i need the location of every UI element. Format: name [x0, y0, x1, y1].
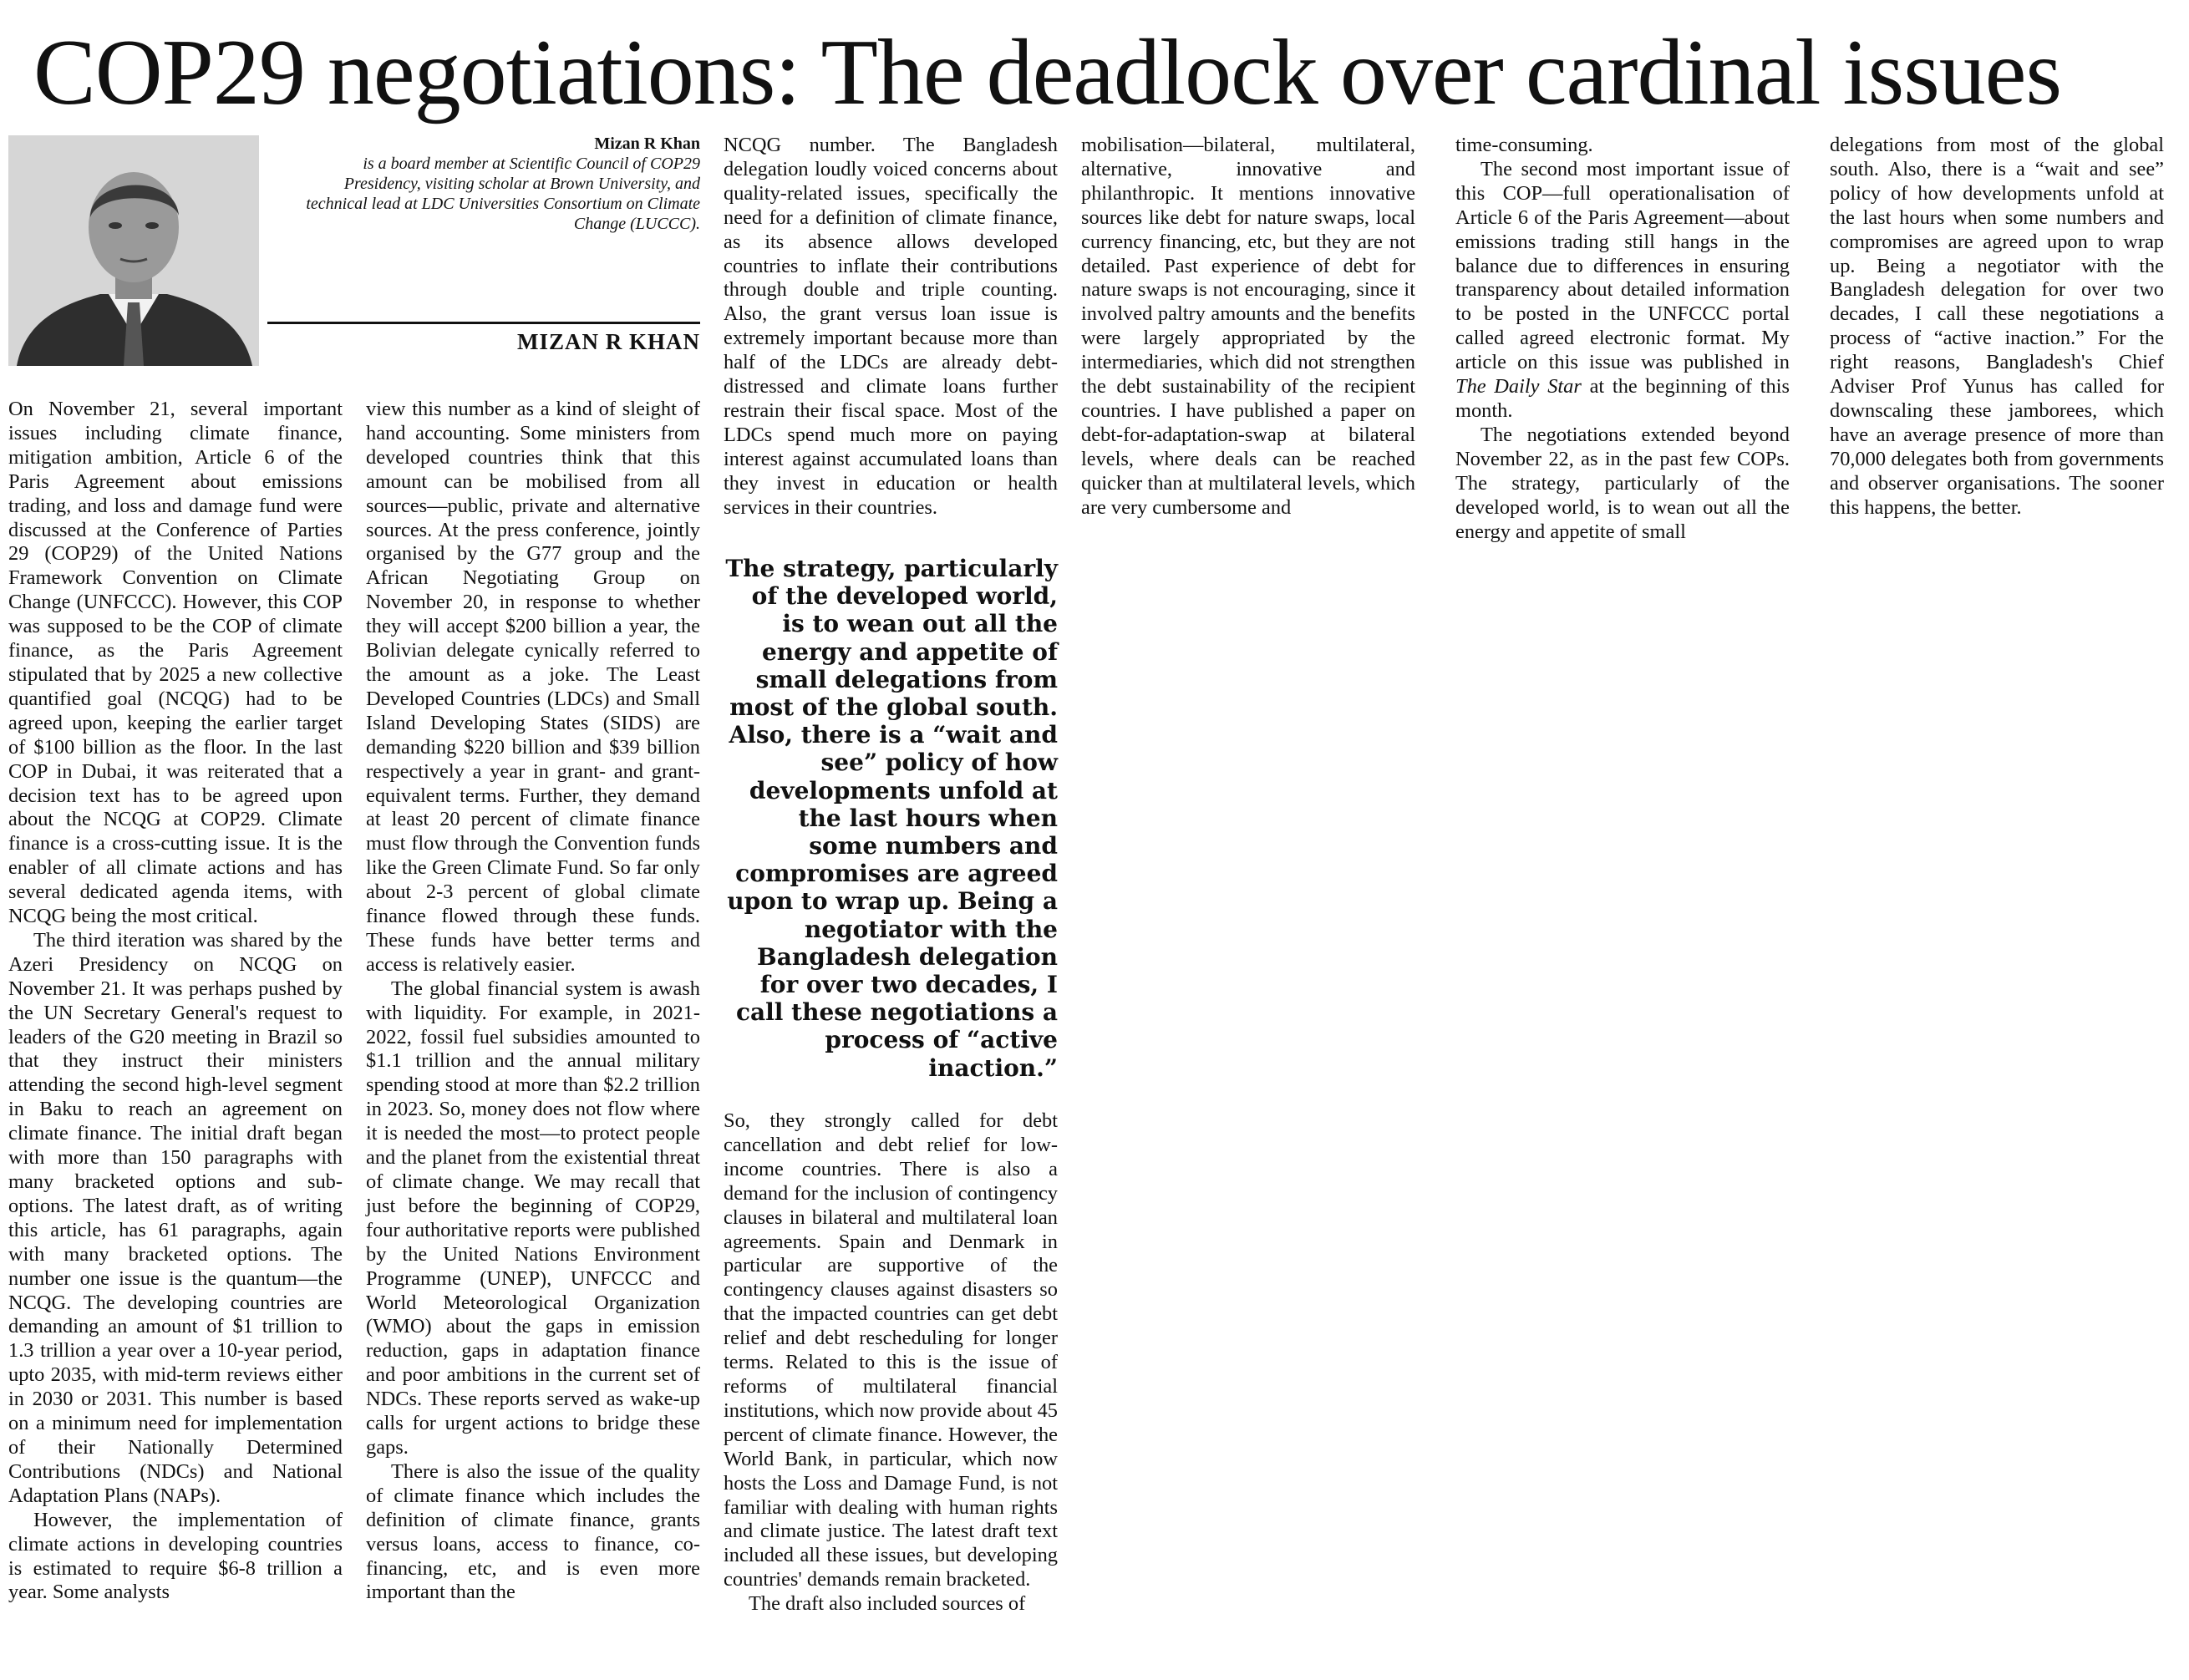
paragraph: time-consuming.	[1455, 134, 1593, 156]
byline-rule	[267, 322, 700, 324]
paragraph: However, the implementation of climate actions in developing countries is estimated to require $6-8 trillion a year. Some analysts	[8, 1508, 343, 1604]
publication-name: The Daily Star	[1455, 375, 1582, 398]
pull-quote: The strategy, particularly of the developed world, is to wean out all the energy and appetite of small delegations from most of the global south. Also, there is a “wait and see” policy of how developments unfold at the last hours when some numbers and compromises are agreed upon to wrap up. Being a negotiator with the Bangladesh delegation for over two decades, I call these negotiations a process of “active inaction.”	[725, 555, 1058, 1082]
paragraph: The third iteration was shared by the Azeri Presidency on NCQG on November 21. It was perhaps pushed by the UN Secretary General's request to leaders of the G20 meeting in Brazil so that they instruct their ministers attending the second high-level segment in Baku to reach an agreement on climate finance. The initial draft began with more than 150 paragraphs with many bracketed options and sub-options. The latest draft, as of writing this article, has 61 paragraphs, again with many bracketed options. The number one issue is the quantum—the NCQG. The developing countries are demanding an amount of $1 trillion to 1.3 trillion a year over a 10-year period, upto 2035, with mid-term reviews either in 2030 or 2031. This number is based on a minimum need for implementation of their Nationally Determined Contributions (NDCs) and National Adaptation Plans (NAPs).	[8, 928, 343, 1507]
paragraph	[1455, 158, 1790, 424]
author-photo	[8, 135, 259, 366]
text-run: at the beginning of this month.	[1455, 375, 1790, 422]
paragraph: mobilisation—bilateral, multilateral, alternative, innovative and philanthropic. It mentions innovative sources like debt for nature swaps, local currency financing, etc, but they are not detailed. Past experience of debt for nature swaps is not encouraging, since it involved paltry amounts and the benefits were largely appropriated by the intermediaries, which did not strengthen the debt sustainability of the recipient countries. I have published a paper on debt-for-adaptation-swap at bilateral levels, where deals can be reached quicker than at multilateral levels, which are very cumbersome and	[1081, 134, 1415, 519]
author-name: Mizan R Khan	[594, 135, 700, 153]
headline: COP29 negotiations: The deadlock over cardinal issues	[33, 21, 2062, 124]
paragraph: NCQG number. The Bangladesh delegation loudly voiced concerns about quality-related issues, specifically the need for a definition of climate finance, as its absence allows developed countries to inflate their contributions through double and triple counting. Also, the grant versus loan issue is extremely important because more than half of the LDCs are already debt-distressed and climate loans further restrain their fiscal space. Most of the LDCs spend much more on paying interest against accumulated loans than they invest in education or health services in their countries.	[724, 134, 1058, 519]
column-2	[366, 398, 700, 1605]
column-5	[1455, 134, 1790, 544]
paragraph: There is also the issue of the quality of climate finance which includes the definition of climate finance, grants versus loans, access to finance, co-financing, etc, and is even more important than the	[366, 1459, 700, 1604]
paragraph: delegations from most of the global south. Also, there is a “wait and see” policy of how developments unfold at the last hours when some numbers and compromises are agreed upon to wrap up. Being a negotiator with the Bangladesh delegation for over two decades, I call these negotiations a process of “active inaction.” For the right reasons, Bangladesh's Chief Adviser Prof Yunus has called for downscaling these jamborees, which have an average presence of more than 70,000 delegates both from governments and observer organisations. The sooner this happens, the better.	[1830, 134, 2164, 519]
column-6	[1830, 134, 2164, 520]
paragraph: view this number as a kind of sleight of hand accounting. Some ministers from developed countries think that this amount can be mobilised from all sources—public, private and alternative sources. At the press conference, jointly organised by the G77 group and the African Negotiating Group on November 20, in response to whether they will accept $200 billion a year, the Bolivian delegate cynically referred to the amount as a joke. The Least Developed Countries (LDCs) and Small Island Developing States (SIDS) are demanding $220 billion and $39 billion respectively a year in grant- and grant-equivalent terms. Further, they demand at least 20 percent of climate finance must flow through the Convention funds like the Green Climate Fund. So far only about 2-3 percent of global climate finance flowed through these funds. These funds have better terms and access is relatively easier.	[366, 398, 700, 976]
column-3	[724, 134, 1058, 520]
author-description: is a board member at Scientific Council of COP29 Presidency, visiting scholar at Brown University, and technical lead at LDC Universities Consortium on Climate Change (LUCCC).	[306, 155, 700, 233]
column-1	[8, 398, 343, 1605]
paragraph: The global financial system is awash with liquidity. For example, in 2021-2022, fossil fuel subsidies amounted to $1.1 trillion and the annual military spending stood at more than $2.2 trillion in 2023. So, money does not flow where it is needed the most—to protect people and the planet from the existential threat of climate change. We may recall that just before the beginning of COP29, four authoritative reports were published by the United Nations Environment Programme (UNEP), UNFCCC and World Meteorological Organization (WMO) about the gaps in emission reduction, gaps in adaptation finance and poor ambitions in the current set of NDCs. These reports served as wake-up calls for urgent actions to bridge these gaps.	[366, 977, 700, 1459]
paragraph: On November 21, several important issues including climate finance, mitigation ambition, Article 6 of the Paris Agreement about emissions trading, and loss and damage fund were discussed at the Conference of Parties 29 (COP29) of the United Nations Framework Convention on Climate Change (UNFCCC). However, this COP was supposed to be the COP of climate finance, as the Paris Agreement stipulated that by 2025 a new collective quantified goal (NCQG) had to be agreed upon, keeping the earlier target of $100 billion as the floor. In the last COP in Dubai, it was reiterated that a decision text has to be agreed upon about the NCQG at COP29. Climate finance is a cross-cutting issue. It is the enabler of all climate actions and has several dedicated agenda items, with NCQG being the most critical.	[8, 398, 343, 928]
paragraph: The draft also included sources of	[749, 1592, 1026, 1616]
byline: MIZAN R KHAN	[517, 329, 700, 354]
paragraph: The negotiations extended beyond November 22, as in the past few COPs. The strategy, particularly of the developed world, is to wean out all the energy and appetite of small	[1455, 423, 1790, 543]
text-run: The second most important issue of this COP—full operationalisation of Article 6 of the Paris Agreement—about emissions trading still hangs in the balance due to differences in ensuring transparency about detailed information to be posted in the UNFCCC portal called agreed electronic format. My article on this issue was published in	[1455, 157, 1790, 374]
column-4	[1081, 134, 1415, 520]
paragraph: So, they strongly called for debt cancellation and debt relief for low-income countries. There is also a demand for the inclusion of contingency clauses in bilateral and multilateral loan agreements. Spain and Denmark in particular are supportive of the contingency clauses against disasters so that the impacted countries can get debt relief and debt rescheduling for longer terms. Related to this is the issue of reforms of multilateral financial institutions, which now provide about 45 percent of climate finance. However, the World Bank, in particular, which now hosts the Loss and Damage Fund, is not familiar with dealing with human rights and climate justice. The latest draft text included all these issues, but developing countries' demands remain bracketed.	[724, 1109, 1058, 1591]
author-bio	[284, 134, 700, 234]
column-3-continued	[724, 1109, 1058, 1617]
